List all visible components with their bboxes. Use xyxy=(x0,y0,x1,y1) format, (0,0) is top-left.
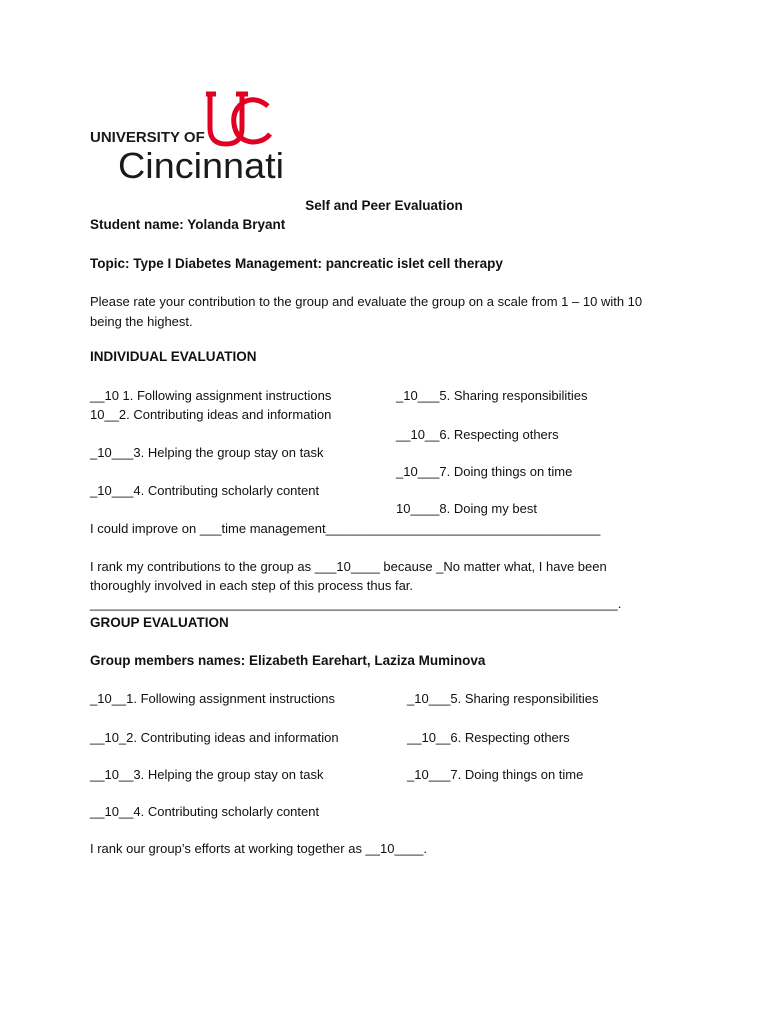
rank-line-3: _________________________________________________________________________. xyxy=(90,596,622,611)
uc-monogram-icon xyxy=(206,94,270,144)
group-rank-line: I rank our group’s efforts at working together as __10____. xyxy=(90,841,428,856)
group-item-3: __10__3. Helping the group stay on task xyxy=(90,767,324,782)
logo-line1: UNIVERSITY OF xyxy=(90,129,205,146)
group-item-5: _10___5. Sharing responsibilities xyxy=(407,691,599,706)
individual-item-5: _10___5. Sharing responsibilities xyxy=(396,388,588,403)
group-item-6: __10__6. Respecting others xyxy=(407,730,570,745)
student-name: Student name: Yolanda Bryant xyxy=(90,217,286,232)
group-evaluation-heading: GROUP EVALUATION xyxy=(90,615,229,630)
individual-item-4: _10___4. Contributing scholarly content xyxy=(90,483,320,498)
page-title: Self and Peer Evaluation xyxy=(305,198,463,213)
individual-evaluation-heading: INDIVIDUAL EVALUATION xyxy=(90,349,257,364)
individual-item-2: 10__2. Contributing ideas and information xyxy=(90,407,332,422)
rank-line-1: I rank my contributions to the group as ___10____ because _No matter what, I have been xyxy=(90,559,607,574)
individual-item-3: _10___3. Helping the group stay on task xyxy=(90,445,324,460)
logo-line2: Cincinnati xyxy=(118,145,284,182)
university-of-cincinnati-logo xyxy=(88,90,288,182)
individual-item-7: _10___7. Doing things on time xyxy=(396,464,573,479)
rank-line-2: thoroughly involved in each step of this process thus far. xyxy=(90,578,414,593)
instructions: Please rate your contribution to the group and evaluate the group on a scale from 1 – 10 with 10 being the highest. xyxy=(90,294,643,329)
group-item-7: _10___7. Doing things on time xyxy=(407,767,584,782)
topic: Topic: Type I Diabetes Management: pancreatic islet cell therapy xyxy=(90,256,503,271)
individual-item-8: 10____8. Doing my best xyxy=(396,501,537,516)
group-item-1: _10__1. Following assignment instructions xyxy=(90,691,335,706)
individual-item-1: __10 1. Following assignment instructions xyxy=(90,388,332,403)
improve-line: I could improve on ___time management______________________________________ xyxy=(90,521,601,536)
group-item-2: __10_2. Contributing ideas and information xyxy=(90,730,339,745)
group-members: Group members names: Elizabeth Earehart, Laziza Muminova xyxy=(90,653,486,668)
individual-item-6: __10__6. Respecting others xyxy=(396,427,559,442)
group-item-4: __10__4. Contributing scholarly content xyxy=(90,804,320,819)
